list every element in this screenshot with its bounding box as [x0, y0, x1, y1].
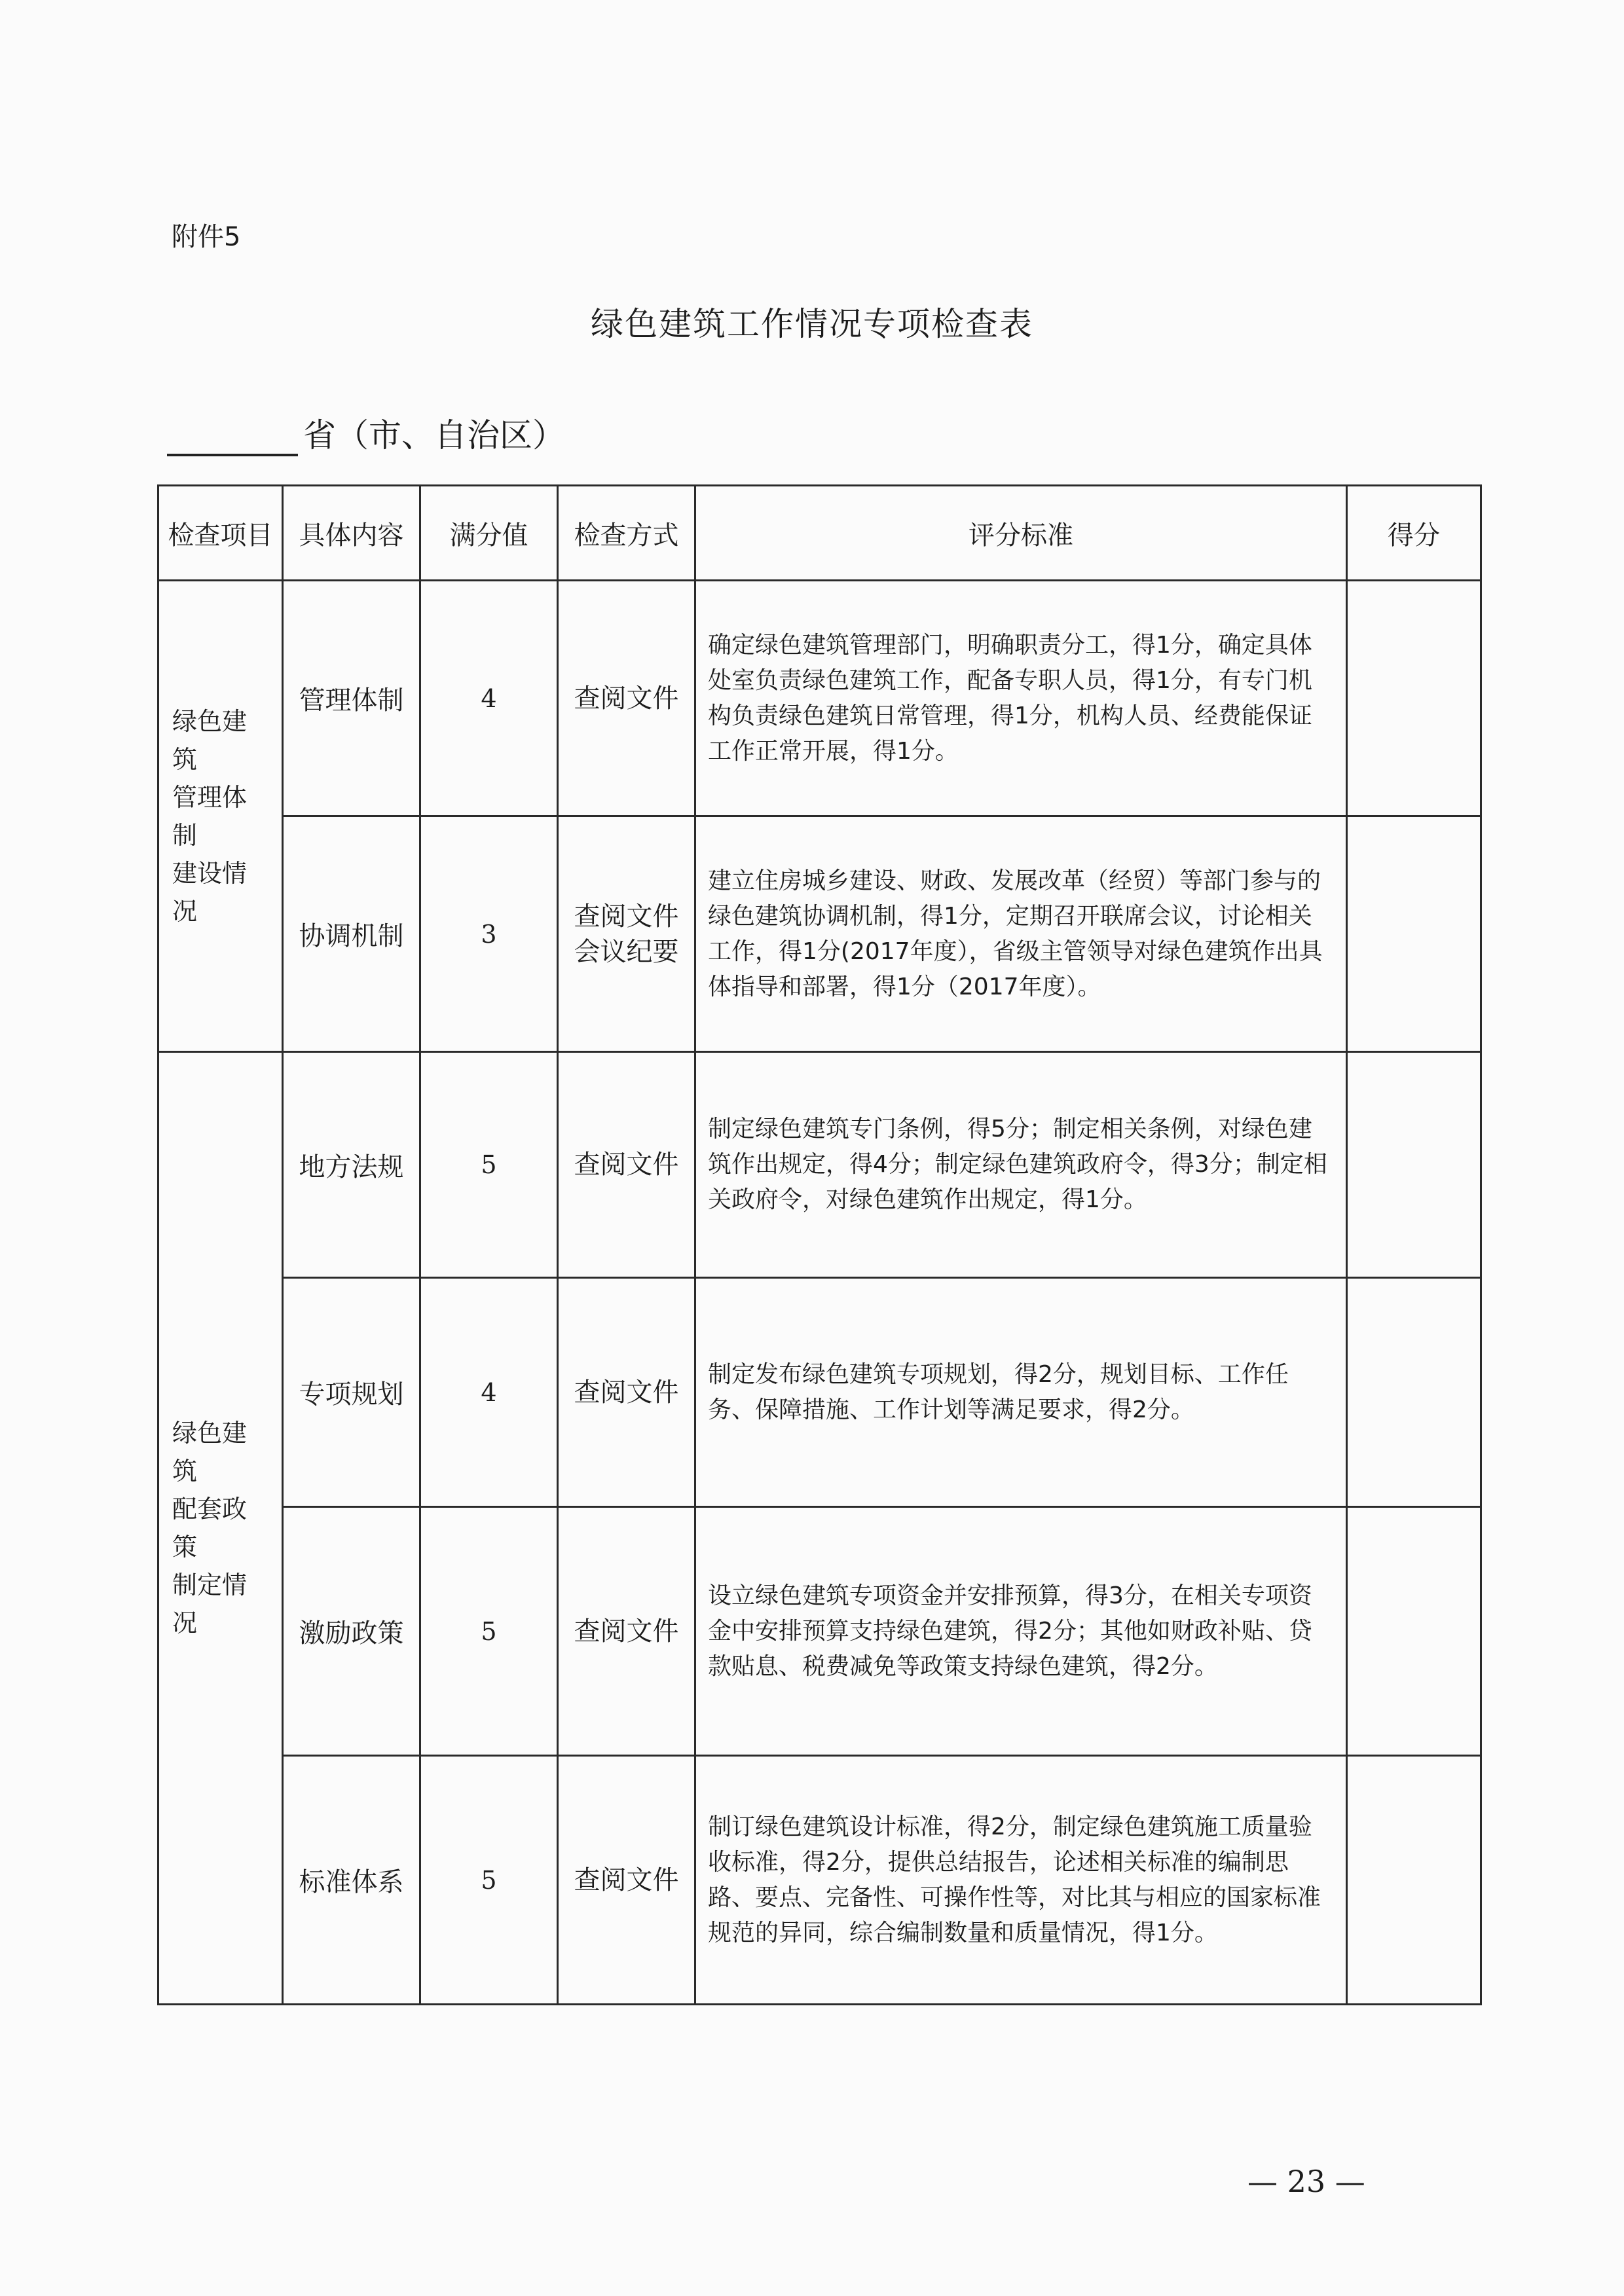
method-line: 会议纪要	[574, 936, 679, 967]
province-line	[167, 409, 565, 456]
header-full-score: 满分值	[420, 486, 558, 581]
method-cell	[558, 1507, 695, 1756]
header-score: 得分	[1347, 486, 1481, 581]
method-cell	[558, 1756, 695, 2005]
content-cell: 管理体制	[283, 581, 420, 816]
category-line: 制定情况	[172, 1571, 248, 1637]
inspection-table	[157, 484, 1482, 2005]
category-cell	[158, 1052, 283, 2005]
criteria-cell: 建立住房城乡建设、财政、发展改革（经贸）等部门参与的绿色建筑协调机制，得1分，定期召开联席会议，讨论相关工作，得1分(2017年度），省级主管领导对绿色建筑作出具体指导和部署，得1分（2017年度）。	[695, 816, 1347, 1052]
province-suffix: 省（市、自治区）	[303, 416, 565, 454]
method-cell	[558, 816, 695, 1052]
method-cell	[558, 1052, 695, 1278]
criteria-cell: 确定绿色建筑管理部门，明确职责分工，得1分，确定具体处室负责绿色建筑工作，配备专职人员，得1分，有专门机构负责绿色建筑日常管理，得1分，机构人员、经费能保证工作正常开展，得1分。	[695, 581, 1347, 816]
method-line: 查阅文件	[574, 1865, 679, 1895]
table-row	[158, 1756, 1481, 2005]
method-cell	[558, 581, 695, 816]
method-line: 查阅文件	[574, 901, 679, 932]
table-row	[158, 1052, 1481, 1278]
score-cell[interactable]	[1347, 1756, 1481, 2005]
table-row	[158, 581, 1481, 816]
score-cell[interactable]	[1347, 816, 1481, 1052]
category-line: 配套政策	[172, 1495, 248, 1561]
score-cell[interactable]	[1347, 1507, 1481, 1756]
method-cell	[558, 1278, 695, 1507]
province-blank	[167, 420, 298, 456]
score-cell[interactable]	[1347, 1052, 1481, 1278]
table-row	[158, 1507, 1481, 1756]
method-line: 查阅文件	[574, 683, 679, 714]
full-score-cell: 5	[420, 1507, 558, 1756]
document-title: 绿色建筑工作情况专项检查表	[591, 305, 1033, 343]
category-line: 建设情况	[172, 858, 248, 926]
content-cell: 专项规划	[283, 1278, 420, 1507]
content-cell: 协调机制	[283, 816, 420, 1052]
criteria-cell: 设立绿色建筑专项资金并安排预算，得3分，在相关专项资金中安排预算支持绿色建筑，得2分；其他如财政补贴、贷款贴息、税费减免等政策支持绿色建筑，得2分。	[695, 1507, 1347, 1756]
header-content: 具体内容	[283, 486, 420, 581]
full-score-cell: 5	[420, 1756, 558, 2005]
criteria-cell: 制定绿色建筑专门条例，得5分；制定相关条例，对绿色建筑作出规定，得4分；制定绿色建筑政府令，得3分；制定相关政府令，对绿色建筑作出规定，得1分。	[695, 1052, 1347, 1278]
full-score-cell: 4	[420, 1278, 558, 1507]
category-line: 管理体制	[172, 782, 248, 850]
score-cell[interactable]	[1347, 1278, 1481, 1507]
criteria-cell: 制定发布绿色建筑专项规划，得2分，规划目标、工作任务、保障措施、工作计划等满足要求，得2分。	[695, 1278, 1347, 1507]
full-score-cell: 3	[420, 816, 558, 1052]
score-cell[interactable]	[1347, 581, 1481, 816]
category-line: 绿色建筑	[172, 1419, 248, 1485]
category-cell	[158, 581, 283, 1052]
header-item: 检查项目	[158, 486, 283, 581]
content-cell: 标准体系	[283, 1756, 420, 2005]
content-cell: 激励政策	[283, 1507, 420, 1756]
method-line: 查阅文件	[574, 1377, 679, 1408]
full-score-cell: 5	[420, 1052, 558, 1278]
criteria-cell: 制订绿色建筑设计标准，得2分，制定绿色建筑施工质量验收标准，得2分，提供总结报告，论述相关标准的编制思路、要点、完备性、可操作性等，对比其与相应的国家标准规范的异同，综合编制数量和质量情况，得1分。	[695, 1756, 1347, 2005]
header-method: 检查方式	[558, 486, 695, 581]
header-criteria: 评分标准	[695, 486, 1347, 581]
content-cell: 地方法规	[283, 1052, 420, 1278]
full-score-cell: 4	[420, 581, 558, 816]
method-line: 查阅文件	[574, 1150, 679, 1180]
table-row	[158, 1278, 1481, 1507]
table-row	[158, 816, 1481, 1052]
annex-label: 附件5	[172, 222, 241, 252]
page-number: — 23 —	[1247, 2164, 1365, 2199]
category-line: 绿色建筑	[172, 706, 248, 774]
table-header-row	[158, 486, 1481, 581]
method-line: 查阅文件	[574, 1616, 679, 1647]
